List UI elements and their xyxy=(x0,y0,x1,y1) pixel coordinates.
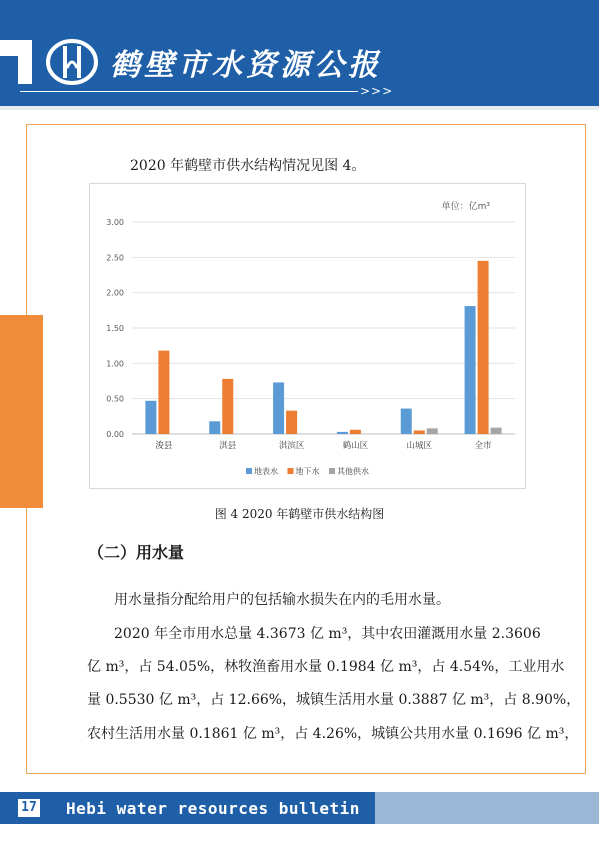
bar-地下水 xyxy=(350,430,361,434)
bar-地下水 xyxy=(158,351,169,434)
y-tick-label: 0.00 xyxy=(106,430,124,439)
paragraph-line: 用水量指分配给用户的包括输水损失在内的毛用水量。 xyxy=(114,592,450,608)
bar-地表水 xyxy=(145,401,156,434)
legend-label: 地下水 xyxy=(295,467,320,476)
corner-decoration xyxy=(0,40,36,88)
paragraph-line: 亿 m³，占 54.05%，林牧渔畜用水量 0.1984 亿 m³，占 4.54%，工业用水 xyxy=(87,659,565,675)
bar-地表水 xyxy=(401,409,412,434)
bar-地表水 xyxy=(209,421,220,434)
bar-其他供水 xyxy=(491,428,502,434)
paragraph-line: 农村生活用水量 0.1861 亿 m³，占 4.26%，城镇公共用水量 0.1696 亿 m³， xyxy=(87,726,579,742)
legend-swatch xyxy=(246,468,252,474)
header-rule xyxy=(20,91,358,92)
bar-地下水 xyxy=(414,430,425,434)
y-tick-label: 1.50 xyxy=(106,324,124,333)
y-tick-label: 2.50 xyxy=(106,253,124,263)
x-tick-label: 鹤山区 xyxy=(342,441,369,451)
bar-地下水 xyxy=(222,379,233,434)
legend-swatch xyxy=(288,468,294,474)
paragraph-line: 2020 年全市用水总量 4.3673 亿 m³，其中农田灌溉用水量 2.3606 xyxy=(114,626,541,642)
figure-caption: 图 4 2020 年鹤壁市供水结构图 xyxy=(214,507,385,521)
bar-地表水 xyxy=(465,306,476,434)
y-tick-label: 2.00 xyxy=(106,288,124,298)
y-tick-label: 1.00 xyxy=(106,359,124,369)
x-tick-label: 淇县 xyxy=(219,441,237,451)
paragraph-line: 量 0.5530 亿 m³，占 12.66%，城镇生活用水量 0.3887 亿 m³，占 8.90%， xyxy=(87,692,581,708)
water-bureau-emblem-icon xyxy=(46,38,98,86)
chart-unit-label: 单位：亿m³ xyxy=(441,202,490,212)
legend-label: 地表水 xyxy=(254,467,278,476)
section-title: （二）用水量 xyxy=(88,543,185,562)
legend-label: 其他供水 xyxy=(337,467,369,476)
bar-地表水 xyxy=(273,382,284,434)
x-tick-label: 淇滨区 xyxy=(278,441,305,451)
header-arrows: >>> xyxy=(360,84,394,98)
bar-地下水 xyxy=(286,411,297,434)
bar-地下水 xyxy=(478,261,489,434)
bar-地表水 xyxy=(337,432,348,434)
chart-intro-text: 2020 年鹤壁市供水结构情况见图 4。 xyxy=(130,158,366,174)
footer-title: Hebi water resources bulletin xyxy=(66,799,360,818)
x-tick-label: 山城区 xyxy=(406,441,433,451)
bulletin-title: 鹤壁市水资源公报 xyxy=(110,48,382,83)
chart-canvas xyxy=(90,184,527,490)
supply-structure-chart xyxy=(89,183,526,489)
x-tick-label: 全市 xyxy=(474,441,492,451)
footer-bar-light xyxy=(375,792,599,824)
bar-其他供水 xyxy=(427,428,438,434)
y-tick-label: 3.00 xyxy=(106,218,124,227)
x-tick-label: 浚县 xyxy=(155,441,173,451)
side-tab xyxy=(0,315,43,508)
legend-swatch xyxy=(329,468,335,474)
page-number: 17 xyxy=(18,799,40,817)
y-tick-label: 0.50 xyxy=(106,394,124,404)
header-divider xyxy=(0,106,599,110)
